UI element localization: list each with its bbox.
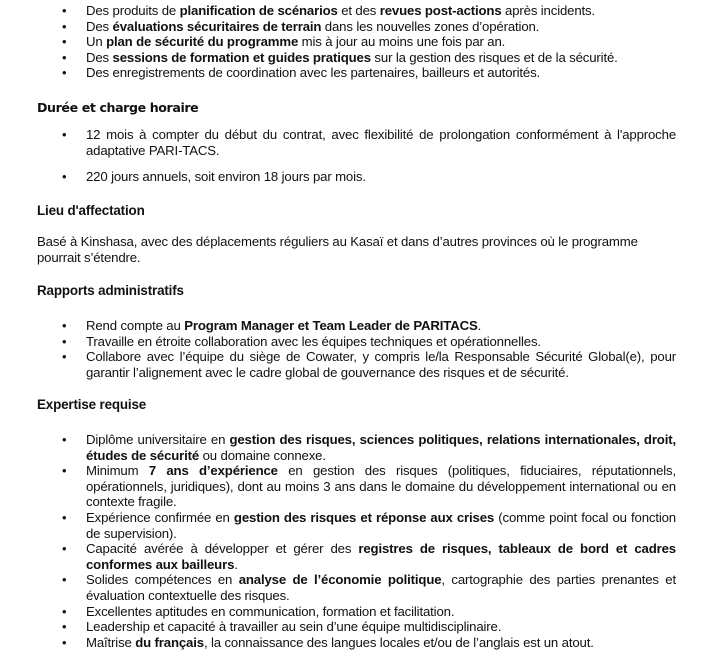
- bullet-icon: •: [62, 432, 67, 447]
- list-item: [0, 619, 676, 635]
- list-item: [0, 510, 676, 541]
- text: ou domaine connexe.: [199, 447, 326, 463]
- bold-text: analyse de l’économie politique: [238, 572, 442, 588]
- text: Minimum: [86, 463, 149, 479]
- bold-text: plan de sécurité du programme: [106, 34, 299, 50]
- text: mis à jour au moins une fois par an.: [298, 34, 506, 50]
- text: 220 jours annuels, soit environ 18 jours par mois.: [86, 169, 366, 185]
- bullet-icon: •: [62, 603, 67, 619]
- text: en gestion des risques (politiques, fiduciaires, réputationnels, opérationnels, juridiques), dont au moins 3 ans dans le domaine du développement international ou en contexte fragile.: [86, 463, 676, 510]
- bold-text: évaluations sécuritaires de terrain: [112, 18, 322, 34]
- text: Expérience confirmée en: [86, 509, 234, 525]
- text: Solides compétences en: [86, 572, 239, 588]
- bullet-icon: •: [62, 34, 67, 50]
- bullet-icon: •: [62, 509, 67, 525]
- text: , la connaissance des langues locales et/ou de l’anglais est un atout.: [203, 634, 594, 650]
- text: Des: [86, 49, 113, 65]
- location-paragraph: Basé à Kinshasa, avec des déplacements réguliers au Kasaï et dans d’autres provinces où le programme pourrait s’étendre.: [37, 234, 638, 266]
- bold-text: du français: [135, 634, 204, 650]
- text: (comme point focal ou fonction de supervision).: [86, 509, 676, 541]
- expertise-list: [0, 432, 676, 650]
- bullet-icon: •: [62, 349, 67, 365]
- text: Maîtrise: [86, 634, 136, 650]
- text: Leadership et capacité à travailler au sein d’une équipe multidisciplinaire.: [86, 619, 502, 635]
- section-heading-expertise: Expertise requise: [37, 397, 147, 412]
- list-item: [0, 604, 676, 620]
- list-item: [0, 3, 676, 19]
- bold-text: registres de risques, tableaux de bord et cadres conformes aux bailleurs: [86, 541, 676, 572]
- list-item: [0, 635, 676, 651]
- list-item: [0, 541, 676, 572]
- list-item: [0, 65, 676, 81]
- list-item: [0, 463, 676, 510]
- reporting-list: [0, 318, 676, 380]
- bullet-icon: •: [62, 463, 67, 479]
- text: Des produits de: [86, 3, 180, 18]
- text: Collabore avec l’équipe du siège de Cowater, y compris le/la Responsable Sécurité Global(e), pour garantir l’alignement avec le cadre global de gouvernance des risques et de sécurité.: [86, 349, 676, 380]
- bullet-icon: •: [62, 318, 67, 333]
- bullet-icon: •: [62, 18, 67, 34]
- deliverables-list: [0, 3, 676, 81]
- text: Diplôme universitaire en: [86, 432, 230, 447]
- list-item: [0, 127, 676, 158]
- text: Capacité avérée à développer et gérer des: [86, 541, 359, 557]
- section-heading-location: Lieu d'affectation: [37, 203, 145, 218]
- bullet-icon: •: [62, 619, 67, 635]
- list-item: [0, 50, 676, 66]
- text: Un: [86, 34, 107, 50]
- text: Travaille en étroite collaboration avec les équipes techniques et opérationnelles.: [86, 333, 541, 349]
- duration-list: [0, 127, 676, 185]
- text: , cartographie des parties prenantes et évaluation contextuelle des risques.: [86, 572, 676, 603]
- bold-text: sessions de formation et guides pratiques: [112, 49, 371, 65]
- bullet-icon: •: [62, 634, 67, 650]
- text: 12 mois à compter du début du contrat, avec flexibilité de prolongation conformément à l'approche adaptative PARI-TACS.: [86, 127, 676, 158]
- bullet-icon: •: [62, 3, 67, 18]
- bold-text: planification de scénarios: [179, 3, 338, 18]
- bullet-icon: •: [62, 572, 67, 588]
- text: Des enregistrements de coordination avec les partenaires, bailleurs et autorités.: [86, 65, 541, 81]
- text: Excellentes aptitudes en communication, formation et facilitation.: [86, 603, 455, 619]
- list-item: [0, 572, 676, 603]
- bullet-icon: •: [62, 169, 67, 185]
- section-heading-duration: Durée et charge horaire: [37, 100, 199, 115]
- text: .: [234, 556, 238, 572]
- text: Rend compte au: [86, 318, 185, 333]
- text: dans les nouvelles zones d’opération.: [321, 18, 540, 34]
- section-heading-reporting: Rapports administratifs: [37, 283, 184, 298]
- bullet-icon: •: [62, 541, 67, 557]
- bold-text: gestion des risques et réponse aux crises: [233, 509, 495, 525]
- bold-text: Program Manager et Team Leader de PARITACS: [184, 318, 478, 333]
- bullet-icon: •: [62, 333, 67, 349]
- text: après incidents.: [501, 3, 595, 18]
- bullet-icon: •: [62, 127, 67, 142]
- list-item: [0, 432, 676, 463]
- list-item: [0, 334, 676, 350]
- list-item: [0, 169, 676, 185]
- bullet-icon: •: [62, 65, 67, 81]
- list-item: [0, 34, 676, 50]
- text: sur la gestion des risques et de la sécurité.: [370, 49, 618, 65]
- list-item: [0, 349, 676, 380]
- text: .: [477, 318, 482, 333]
- bold-text: 7 ans d’expérience: [148, 463, 278, 479]
- list-item: [0, 318, 676, 334]
- list-item: [0, 19, 676, 35]
- bullet-icon: •: [62, 49, 67, 65]
- bold-text: gestion des risques, sciences politiques, relations internationales, droit, études de sécurité: [86, 432, 676, 463]
- text: et des: [337, 3, 380, 18]
- bold-text: revues post-actions: [379, 3, 502, 18]
- text: Des: [86, 18, 113, 34]
